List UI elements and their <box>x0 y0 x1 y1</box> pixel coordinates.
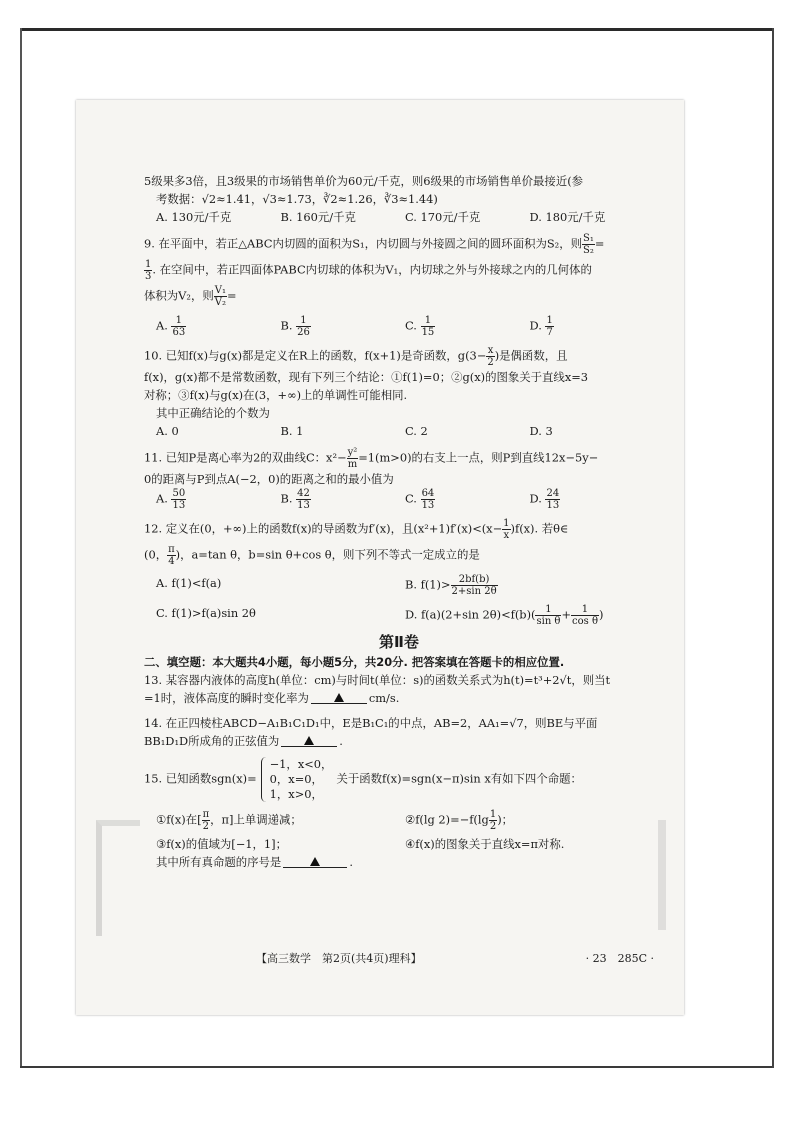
q9-ratio-v-den: V₂ <box>214 297 226 308</box>
q9-choice-d-label: D. <box>529 318 542 333</box>
q15-case-1: −1，x<0， <box>269 757 333 771</box>
scan-border-left <box>20 28 22 1068</box>
q9-ratio-v-num: V₁ <box>214 285 226 296</box>
q15-prop-2-den: 2 <box>489 821 497 832</box>
q15-prop-3: ③f(x)的值域为[−1，1]； <box>156 837 288 851</box>
q9-choice-c <box>405 315 530 338</box>
q10-text1b: )是偶函数，且 <box>494 348 568 363</box>
q11-choice-d-num: 24 <box>546 488 560 499</box>
q15-prop-2-a: ②f(lg 2)=−f(lg <box>405 812 489 827</box>
section-title: 第Ⅱ卷 <box>379 633 419 651</box>
q15-prop-2-num: 1 <box>489 809 497 820</box>
footer-center: 【高三数学 第2页(共4页)理科】 <box>256 952 422 965</box>
q9-choice-a-label: A. <box>156 318 168 333</box>
q14-text2a: BB₁D₁D所成角的正弦值为 <box>144 734 280 748</box>
q9-choice-a-frac <box>171 315 186 338</box>
q11-choice-b-num: 42 <box>297 488 310 499</box>
q11-frac-den: m <box>347 459 358 470</box>
q8-choices <box>144 208 654 226</box>
q11-choice-d-label: D. <box>529 491 542 506</box>
q11-choice-a-frac <box>171 488 186 511</box>
q12-text2a: (0， <box>144 547 168 562</box>
q13-line1: 13. 某容器内液体的高度h(单位：cm)与时间t(单位：s)的函数关系式为h(t)=t³+2√t，则当t <box>144 673 611 687</box>
q15-piecewise <box>261 757 333 802</box>
q11-choice-a <box>156 488 281 511</box>
q9-text2: . 在空间中，若正四面体PABC内切球的体积为V₁，内切球之外与外接球之内的几何体的 <box>152 262 592 277</box>
q11-choice-c-frac <box>421 488 436 511</box>
q12-choices-row1 <box>144 574 654 597</box>
q12-choice-b-text: B. f(1)> <box>405 577 451 592</box>
q14-line2 <box>144 732 654 750</box>
scan-border-bottom <box>20 1066 774 1068</box>
q9-choice-d <box>530 315 655 338</box>
q15-prop-2-b: )； <box>497 812 514 827</box>
q10-choice-b: B. 1 <box>280 424 304 438</box>
q11-choice-c <box>405 488 530 511</box>
q15-case-2: 0，x=0， <box>269 772 323 786</box>
q15-prefix: 15. 已知函数sgn(x)= <box>144 771 257 786</box>
q15-last-line <box>144 853 654 871</box>
q12-choice-a: A. f(1)<f(a) <box>156 576 222 590</box>
footer-page-code: · 23 285C · <box>585 952 654 965</box>
q10-frac-den: 2 <box>487 357 494 368</box>
q9-choice-a-num: 1 <box>171 315 186 327</box>
q11-choice-c-num: 64 <box>421 488 435 499</box>
scan-border-top <box>20 28 774 31</box>
q15-prop-2 <box>405 809 654 832</box>
q9-line1 <box>144 233 654 256</box>
q10-choices <box>144 422 654 440</box>
q12-frac2-num: π <box>168 544 175 555</box>
q12-choice-d-num2: 1 <box>571 604 599 616</box>
q12-choice-b-den: 2+sin 2θ <box>451 586 497 597</box>
q9-choice-b-frac <box>296 315 311 338</box>
q8-continuation-line1: 5级果多3倍，且3级果的市场销售单价为60元/千克，则6级果的市场销售单价最接近(参 <box>144 174 584 188</box>
q12-text1b: )f(x). 若θ∈ <box>510 521 569 536</box>
q12-choice-d-plus: + <box>561 607 572 622</box>
q15-prop-1-num: π <box>202 809 210 820</box>
q10-text1a: 10. 已知f(x)与g(x)都是定义在R上的函数，f(x+1)是奇函数，g(3− <box>144 348 487 363</box>
q15-prop-1-a: ①f(x)在[ <box>156 812 202 827</box>
q10-frac <box>486 345 494 368</box>
q15-prop-1-frac <box>202 809 211 832</box>
q11-choice-d <box>530 488 655 511</box>
q15-suffix: 关于函数f(x)=sgn(x−π)sin x有如下四个命题： <box>336 771 582 786</box>
q8-choice-a: A. 130元/千克 <box>156 210 232 224</box>
q15-prop-1 <box>156 809 405 832</box>
q11-text1a: 11. 已知P是离心率为2的双曲线C：x²− <box>144 450 347 465</box>
q9-choice-d-num: 1 <box>546 315 553 326</box>
page-footer <box>144 950 654 966</box>
q9-ratio-v <box>214 285 227 308</box>
q12-choice-c: C. f(1)>f(a)sin 2θ <box>156 606 256 620</box>
q9-equals2: = <box>226 288 237 303</box>
q11-choice-b-den: 13 <box>297 500 310 511</box>
q15-last-b: . <box>349 855 353 869</box>
q15-prop-1-den: 2 <box>202 821 210 832</box>
q9-choice-a <box>156 315 281 338</box>
q10-line4: 其中正确结论的个数为 <box>156 406 270 420</box>
q15-prop-2-frac <box>489 809 497 832</box>
q9-text3: 体积为V₂，则 <box>144 288 214 303</box>
q11-line1 <box>144 447 654 470</box>
q9-choices <box>144 315 654 338</box>
q9-choice-a-den: 63 <box>172 327 186 338</box>
q13-answer-blank[interactable] <box>311 689 367 704</box>
q9-ratio-s-den: S₂ <box>583 245 594 256</box>
q10-line3: 对称；③f(x)与g(x)在(3，+∞)上的单调性可能相同. <box>144 388 408 402</box>
q15-props-row2 <box>144 835 654 853</box>
q14-line1: 14. 在正四棱柱ABCD−A₁B₁C₁D₁中，E是B₁C₁的中点，AB=2，AA₁=√7，则BE与平面 <box>144 716 598 730</box>
q11-choice-a-num: 50 <box>172 488 186 499</box>
q11-choice-d-frac <box>545 488 560 511</box>
q12-choice-b-frac <box>451 574 498 597</box>
q9-line2 <box>144 259 654 282</box>
q10-line2: f(x)，g(x)都不是常数函数，现有下列三个结论：①f(1)=0；②g(x)的图象关于直线x=3 <box>144 370 589 384</box>
q12-frac2-den: 4 <box>168 556 175 567</box>
q12-choice-d <box>405 604 654 627</box>
q11-choice-c-den: 13 <box>421 500 435 511</box>
q9-choice-c-frac <box>421 315 436 338</box>
q9-choice-b-num: 1 <box>296 315 311 327</box>
q9-choice-b-label: B. <box>280 318 293 333</box>
q11-choice-d-den: 13 <box>546 500 560 511</box>
q9-choice-b-den: 26 <box>297 327 310 338</box>
q14-answer-blank[interactable] <box>281 732 337 747</box>
q12-choice-d-close: ) <box>598 607 604 622</box>
q12-choices-row2 <box>144 604 654 627</box>
q11-frac-num: y² <box>347 447 358 458</box>
q8-choice-b: B. 160元/千克 <box>280 210 356 224</box>
q12-choice-b-num: 2bf(b) <box>451 574 498 586</box>
q10-choice-a: A. 0 <box>156 424 179 438</box>
q10-choice-d: D. 3 <box>529 424 553 438</box>
exam-content <box>144 172 654 871</box>
q13-text2a: =1时，液体高度的瞬时变化率为 <box>144 691 309 705</box>
q10-line1 <box>144 345 654 368</box>
part2-heading: 二、填空题：本大题共4小题，每小题5分，共20分. 把答案填在答题卡的相应位置. <box>144 655 565 669</box>
q12-frac1-num: 1 <box>503 518 510 529</box>
q12-text1a: 12. 定义在(0，+∞)上的函数f(x)的导函数为f′(x)，且(x²+1)f′(x)<(x− <box>144 521 503 536</box>
q12-choice-b <box>405 574 654 597</box>
q9-one-third-den: 3 <box>145 271 152 282</box>
q12-choice-d-num1: 1 <box>535 604 561 616</box>
triangle-icon <box>334 693 344 702</box>
q9-choice-d-den: 7 <box>546 327 553 338</box>
bleed-through-mark-left <box>96 820 140 936</box>
q12-choice-d-frac2 <box>571 604 599 627</box>
q9-ratio-s <box>582 233 595 256</box>
q13-line2 <box>144 689 654 707</box>
q14-text2b: . <box>339 734 343 748</box>
triangle-icon <box>310 857 320 866</box>
q11-frac <box>347 447 359 470</box>
q11-choice-c-label: C. <box>405 491 417 506</box>
q12-line1 <box>144 518 654 541</box>
q11-choice-a-den: 13 <box>172 500 186 511</box>
q15-prop-4: ④f(x)的图象关于直线x=π对称. <box>405 837 565 851</box>
q11-choice-b-frac <box>296 488 311 511</box>
q8-continuation-line2: 考数据：√2≈1.41，√3≈1.73，∛2≈1.26，∛3≈1.44) <box>156 192 438 206</box>
q12-frac1 <box>502 518 510 541</box>
q9-choice-c-den: 15 <box>421 327 435 338</box>
q12-choice-d-den1: sin θ <box>536 616 561 627</box>
q11-choice-b-label: B. <box>280 491 293 506</box>
q9-choice-c-num: 1 <box>421 315 436 327</box>
q15-case-3: 1，x>0， <box>269 787 323 801</box>
q12-frac1-den: x <box>503 530 510 541</box>
q11-line2: 0的距离与P到点A(−2，0)的距离之和的最小值为 <box>144 472 394 486</box>
q9-one-third-num: 1 <box>145 259 152 270</box>
q10-choice-c: C. 2 <box>405 424 428 438</box>
scan-border-right <box>772 28 774 1068</box>
q15-definition <box>144 757 654 802</box>
q11-choice-b <box>281 488 406 511</box>
q12-choice-d-frac1 <box>535 604 561 627</box>
q12-choice-d-text: D. f(a)(2+sin 2θ)<f(b)( <box>405 607 536 622</box>
q15-props-row1 <box>144 809 654 832</box>
q11-choices <box>144 488 654 511</box>
q12-choice-d-den2: cos θ <box>572 616 598 627</box>
q15-prop-1-b: ，π]上单调递减； <box>210 812 302 827</box>
triangle-icon <box>304 736 314 745</box>
q9-ratio-s-num: S₁ <box>583 233 594 244</box>
q9-line3 <box>144 285 654 308</box>
q12-frac2 <box>167 544 176 567</box>
q8-choice-c: C. 170元/千克 <box>405 210 481 224</box>
q10-frac-num: x <box>487 345 494 356</box>
q15-answer-blank[interactable] <box>283 853 347 868</box>
q9-equals1: = <box>594 236 605 251</box>
q9-text1: 9. 在平面中，若正△ABC内切圆的面积为S₁，内切圆与外接圆之间的圆环面积为S₂，则 <box>144 236 583 251</box>
q9-choice-d-frac <box>545 315 553 338</box>
q9-choice-b <box>281 315 406 338</box>
q9-choice-c-label: C. <box>405 318 417 333</box>
q13-text2b: cm/s. <box>368 691 400 705</box>
q11-text1b: =1(m>0)的右支上一点，则P到直线12x−5y− <box>358 450 599 465</box>
q15-last-a: 其中所有真命题的序号是 <box>156 855 282 869</box>
q11-choice-a-label: A. <box>156 491 168 506</box>
q12-text2b: )，a=tan θ，b=sin θ+cos θ，则下列不等式一定成立的是 <box>175 547 480 562</box>
q12-line2 <box>144 544 654 567</box>
q8-choice-d: D. 180元/千克 <box>529 210 606 224</box>
